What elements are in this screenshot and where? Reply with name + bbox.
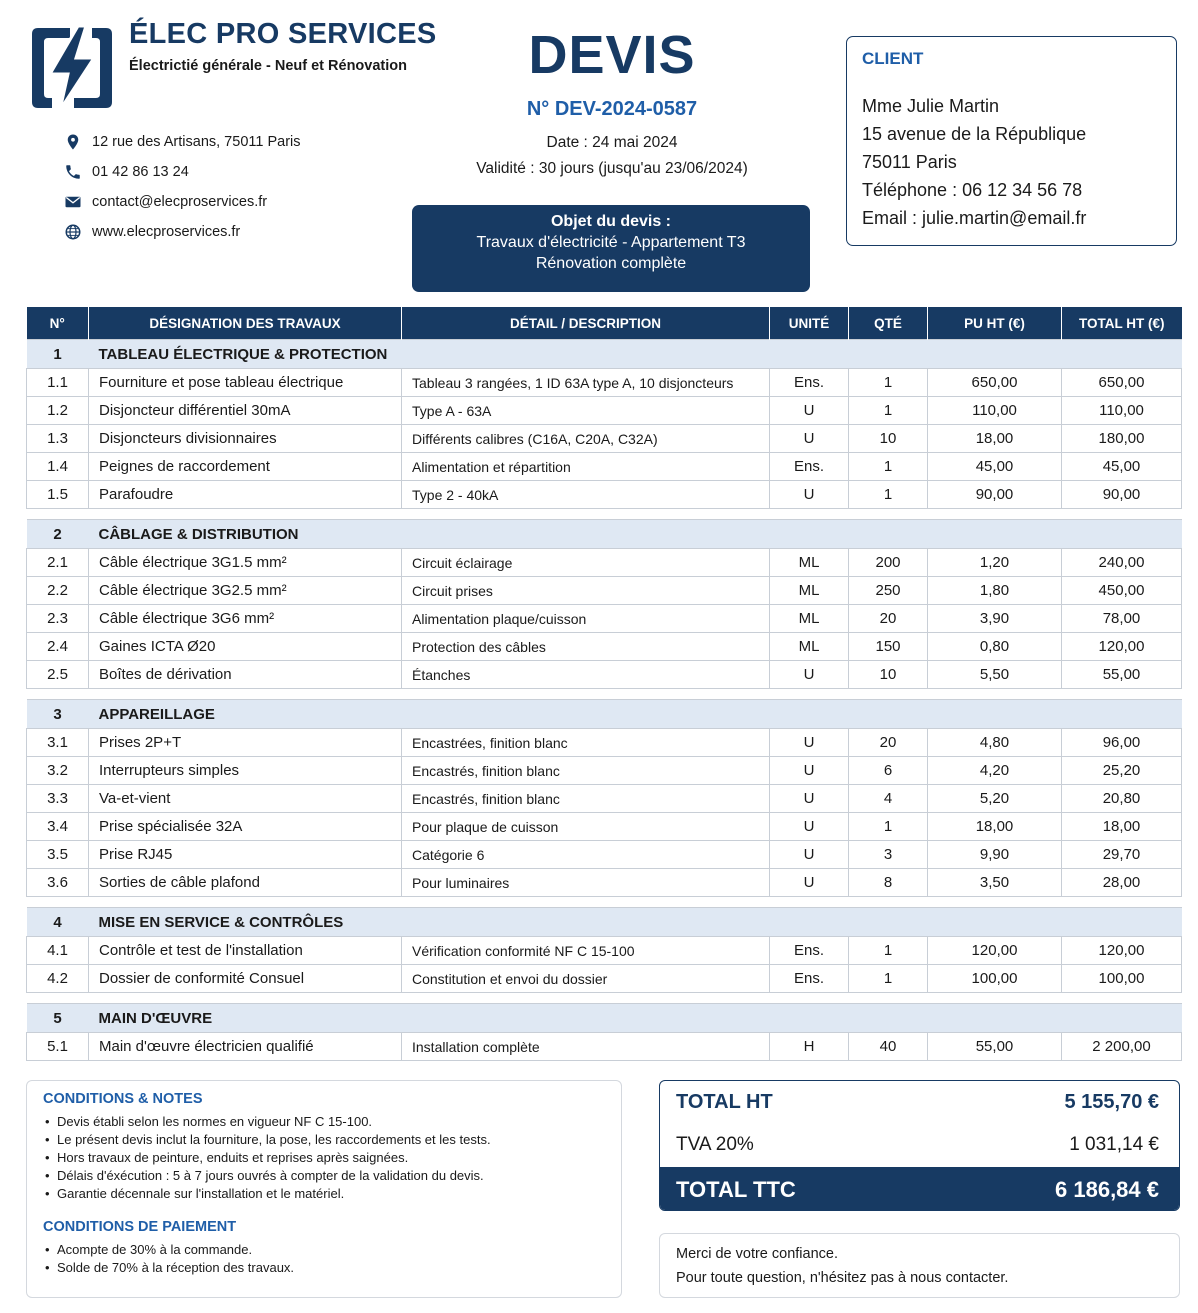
row-designation: Disjoncteurs divisionnaires bbox=[89, 425, 402, 453]
section-number: 4 bbox=[27, 908, 89, 937]
row-quantity: 1 bbox=[849, 481, 928, 509]
row-quantity: 200 bbox=[849, 549, 928, 577]
row-designation: Gaines ICTA Ø20 bbox=[89, 633, 402, 661]
document-date: Date : 24 mai 2024 bbox=[546, 134, 678, 151]
row-unit-price: 120,00 bbox=[928, 937, 1062, 965]
row-unit: ML bbox=[770, 549, 849, 577]
row-quantity: 10 bbox=[849, 425, 928, 453]
row-total: 55,00 bbox=[1062, 661, 1182, 689]
section-spacer bbox=[27, 993, 1182, 1004]
row-designation: Va-et-vient bbox=[89, 785, 402, 813]
row-quantity: 3 bbox=[849, 841, 928, 869]
row-unit: Ens. bbox=[770, 369, 849, 397]
company-logo bbox=[30, 24, 114, 112]
row-total: 110,00 bbox=[1062, 397, 1182, 425]
row-number: 3.5 bbox=[27, 841, 89, 869]
section-number: 1 bbox=[27, 340, 89, 369]
table-header-row bbox=[27, 307, 1182, 340]
row-total: 2 200,00 bbox=[1062, 1033, 1182, 1061]
section-header-row bbox=[27, 700, 1182, 729]
row-designation: Interrupteurs simples bbox=[89, 757, 402, 785]
row-unit-price: 1,80 bbox=[928, 577, 1062, 605]
total-ttc-value: 6 186,84 € bbox=[1055, 1176, 1159, 1202]
company-phone bbox=[62, 161, 189, 183]
conditions-notes-box bbox=[26, 1080, 622, 1298]
row-unit-price: 100,00 bbox=[928, 965, 1062, 993]
row-quantity: 40 bbox=[849, 1033, 928, 1061]
section-number: 2 bbox=[27, 520, 89, 549]
row-quantity: 4 bbox=[849, 785, 928, 813]
row-unit: ML bbox=[770, 577, 849, 605]
row-number: 1.2 bbox=[27, 397, 89, 425]
table-row bbox=[27, 841, 1182, 869]
row-unit: U bbox=[770, 729, 849, 757]
row-quantity: 150 bbox=[849, 633, 928, 661]
row-designation: Disjoncteur différentiel 30mA bbox=[89, 397, 402, 425]
row-number: 3.2 bbox=[27, 757, 89, 785]
row-detail: Constitution et envoi du dossier bbox=[402, 965, 770, 993]
col-header-total: TOTAL HT (€) bbox=[1062, 307, 1182, 340]
mail-icon bbox=[62, 191, 84, 213]
col-header-number: N° bbox=[27, 307, 89, 340]
row-designation: Câble électrique 3G6 mm² bbox=[89, 605, 402, 633]
globe-icon bbox=[62, 221, 84, 243]
row-unit: U bbox=[770, 425, 849, 453]
company-name: ÉLEC PRO SERVICES bbox=[129, 18, 437, 50]
section-number: 3 bbox=[27, 700, 89, 729]
notes-heading: CONDITIONS & NOTES bbox=[43, 1091, 203, 1107]
row-number: 2.5 bbox=[27, 661, 89, 689]
row-designation: Fourniture et pose tableau électrique bbox=[89, 369, 402, 397]
row-total: 650,00 bbox=[1062, 369, 1182, 397]
table-row bbox=[27, 813, 1182, 841]
row-unit-price: 0,80 bbox=[928, 633, 1062, 661]
client-box bbox=[846, 36, 1177, 246]
company-email bbox=[62, 191, 267, 213]
table-row bbox=[27, 397, 1182, 425]
row-unit-price: 5,20 bbox=[928, 785, 1062, 813]
row-detail: Encastrés, finition blanc bbox=[402, 785, 770, 813]
row-number: 5.1 bbox=[27, 1033, 89, 1061]
row-detail: Protection des câbles bbox=[402, 633, 770, 661]
col-header-detail: DÉTAIL / DESCRIPTION bbox=[402, 307, 770, 340]
row-total: 45,00 bbox=[1062, 453, 1182, 481]
note-item: • Le présent devis inclut la fourniture, la pose, les raccordements et les tests. bbox=[43, 1131, 621, 1149]
row-designation: Sorties de câble plafond bbox=[89, 869, 402, 897]
row-total: 120,00 bbox=[1062, 633, 1182, 661]
row-unit-price: 4,20 bbox=[928, 757, 1062, 785]
row-unit-price: 55,00 bbox=[928, 1033, 1062, 1061]
row-unit: ML bbox=[770, 605, 849, 633]
row-detail: Vérification conformité NF C 15-100 bbox=[402, 937, 770, 965]
row-total: 180,00 bbox=[1062, 425, 1182, 453]
company-tagline: Électrictié générale - Neuf et Rénovation bbox=[129, 58, 407, 74]
row-detail: Type A - 63A bbox=[402, 397, 770, 425]
thanks-line-1: Merci de votre confiance. bbox=[676, 1246, 838, 1262]
row-quantity: 1 bbox=[849, 813, 928, 841]
quote-object-box bbox=[412, 205, 810, 292]
row-unit-price: 18,00 bbox=[928, 425, 1062, 453]
row-number: 1.5 bbox=[27, 481, 89, 509]
payment-item: • Acompte de 30% à la commande. bbox=[43, 1241, 621, 1259]
row-quantity: 250 bbox=[849, 577, 928, 605]
row-unit: U bbox=[770, 661, 849, 689]
table-row bbox=[27, 605, 1182, 633]
col-header-unit: UNITÉ bbox=[770, 307, 849, 340]
table-row bbox=[27, 757, 1182, 785]
row-number: 2.1 bbox=[27, 549, 89, 577]
total-ttc-label: TOTAL TTC bbox=[676, 1176, 796, 1202]
company-website bbox=[62, 221, 240, 243]
row-detail: Différents calibres (C16A, C20A, C32A) bbox=[402, 425, 770, 453]
row-total: 20,80 bbox=[1062, 785, 1182, 813]
client-phone: Téléphone : 06 12 34 56 78 bbox=[862, 180, 1083, 200]
section-title: APPAREILLAGE bbox=[89, 700, 1182, 729]
table-row bbox=[27, 937, 1182, 965]
row-number: 1.4 bbox=[27, 453, 89, 481]
row-detail: Installation complète bbox=[402, 1033, 770, 1061]
row-designation: Câble électrique 3G1.5 mm² bbox=[89, 549, 402, 577]
row-designation: Câble électrique 3G2.5 mm² bbox=[89, 577, 402, 605]
thanks-box bbox=[659, 1233, 1180, 1298]
row-unit-price: 3,90 bbox=[928, 605, 1062, 633]
table-row bbox=[27, 425, 1182, 453]
client-name: Mme Julie Martin bbox=[862, 96, 1000, 116]
row-number: 4.1 bbox=[27, 937, 89, 965]
row-total: 78,00 bbox=[1062, 605, 1182, 633]
client-address-2: 75011 Paris bbox=[862, 152, 957, 172]
company-address-text: 12 rue des Artisans, 75011 Paris bbox=[92, 134, 301, 150]
row-quantity: 1 bbox=[849, 397, 928, 425]
quote-table bbox=[26, 307, 1182, 1061]
totals-box bbox=[659, 1080, 1180, 1211]
section-number: 5 bbox=[27, 1004, 89, 1033]
company-phone-text: 01 42 86 13 24 bbox=[92, 164, 189, 180]
phone-icon bbox=[62, 161, 84, 183]
row-total: 25,20 bbox=[1062, 757, 1182, 785]
row-total: 29,70 bbox=[1062, 841, 1182, 869]
row-unit-price: 18,00 bbox=[928, 813, 1062, 841]
company-website-text[interactable]: www.elecproservices.fr bbox=[92, 224, 241, 240]
row-number: 3.6 bbox=[27, 869, 89, 897]
row-designation: Dossier de conformité Consuel bbox=[89, 965, 402, 993]
row-number: 2.4 bbox=[27, 633, 89, 661]
table-row bbox=[27, 729, 1182, 757]
section-spacer-cell bbox=[27, 689, 1182, 700]
total-ht-value: 5 155,70 € bbox=[1064, 1090, 1159, 1113]
row-detail: Pour luminaires bbox=[402, 869, 770, 897]
document-validity: Validité : 30 jours (jusqu'au 23/06/2024) bbox=[476, 160, 748, 177]
row-unit: U bbox=[770, 481, 849, 509]
row-total: 240,00 bbox=[1062, 549, 1182, 577]
col-header-unit-price: PU HT (€) bbox=[928, 307, 1062, 340]
row-number: 3.1 bbox=[27, 729, 89, 757]
company-email-text[interactable]: contact@elecproservices.fr bbox=[92, 194, 268, 210]
row-detail: Circuit éclairage bbox=[402, 549, 770, 577]
location-pin-icon bbox=[62, 131, 84, 153]
row-unit: U bbox=[770, 869, 849, 897]
row-detail: Alimentation plaque/cuisson bbox=[402, 605, 770, 633]
row-unit: H bbox=[770, 1033, 849, 1061]
row-detail: Circuit prises bbox=[402, 577, 770, 605]
row-detail: Type 2 - 40kA bbox=[402, 481, 770, 509]
row-total: 90,00 bbox=[1062, 481, 1182, 509]
row-total: 100,00 bbox=[1062, 965, 1182, 993]
row-detail: Tableau 3 rangées, 1 ID 63A type A, 10 disjoncteurs bbox=[402, 369, 770, 397]
row-detail: Alimentation et répartition bbox=[402, 453, 770, 481]
row-designation: Contrôle et test de l'installation bbox=[89, 937, 402, 965]
tva-label: TVA 20% bbox=[676, 1134, 754, 1155]
row-quantity: 10 bbox=[849, 661, 928, 689]
row-unit: U bbox=[770, 397, 849, 425]
table-row bbox=[27, 549, 1182, 577]
table-row bbox=[27, 661, 1182, 689]
row-unit: U bbox=[770, 757, 849, 785]
row-unit: U bbox=[770, 813, 849, 841]
client-address-1: 15 avenue de la République bbox=[862, 124, 1087, 144]
quote-object-line-1: Travaux d'électricité - Appartement T3 bbox=[476, 234, 746, 251]
row-detail: Encastrés, finition blanc bbox=[402, 757, 770, 785]
table-body bbox=[27, 340, 1182, 1061]
table-row bbox=[27, 965, 1182, 993]
section-header-row bbox=[27, 520, 1182, 549]
row-number: 2.2 bbox=[27, 577, 89, 605]
payment-heading: CONDITIONS DE PAIEMENT bbox=[43, 1219, 237, 1235]
row-number: 1.1 bbox=[27, 369, 89, 397]
table-row bbox=[27, 369, 1182, 397]
row-total: 96,00 bbox=[1062, 729, 1182, 757]
col-header-quantity: QTÉ bbox=[849, 307, 928, 340]
row-designation: Main d'œuvre électricien qualifié bbox=[89, 1033, 402, 1061]
row-unit-price: 5,50 bbox=[928, 661, 1062, 689]
row-designation: Boîtes de dérivation bbox=[89, 661, 402, 689]
thanks-line-2: Pour toute question, n'hésitez pas à nous contacter. bbox=[676, 1270, 1009, 1286]
row-number: 2.3 bbox=[27, 605, 89, 633]
row-unit: Ens. bbox=[770, 937, 849, 965]
note-item: • Délais d'éxécution : 5 à 7 jours ouvrés à compter de la validation du devis. bbox=[43, 1167, 621, 1185]
section-spacer bbox=[27, 689, 1182, 700]
section-header-row bbox=[27, 340, 1182, 369]
row-designation: Prise spécialisée 32A bbox=[89, 813, 402, 841]
row-unit: U bbox=[770, 841, 849, 869]
row-total: 450,00 bbox=[1062, 577, 1182, 605]
table-row bbox=[27, 785, 1182, 813]
row-quantity: 1 bbox=[849, 965, 928, 993]
table-row bbox=[27, 577, 1182, 605]
table-row bbox=[27, 869, 1182, 897]
row-unit-price: 90,00 bbox=[928, 481, 1062, 509]
section-title: MAIN D'ŒUVRE bbox=[89, 1004, 1182, 1033]
tva-value: 1 031,14 € bbox=[1069, 1134, 1159, 1155]
row-total: 28,00 bbox=[1062, 869, 1182, 897]
table-row bbox=[27, 481, 1182, 509]
row-unit-price: 3,50 bbox=[928, 869, 1062, 897]
note-item: • Garantie décennale sur l'installation et le matériel. bbox=[43, 1185, 621, 1203]
note-item: • Hors travaux de peinture, enduits et reprises après saignées. bbox=[43, 1149, 621, 1167]
section-title: TABLEAU ÉLECTRIQUE & PROTECTION bbox=[89, 340, 1182, 369]
row-number: 4.2 bbox=[27, 965, 89, 993]
row-unit-price: 9,90 bbox=[928, 841, 1062, 869]
row-quantity: 20 bbox=[849, 605, 928, 633]
payment-list bbox=[43, 1241, 621, 1277]
section-spacer-cell bbox=[27, 993, 1182, 1004]
row-designation: Prises 2P+T bbox=[89, 729, 402, 757]
row-total: 18,00 bbox=[1062, 813, 1182, 841]
note-item: • Devis établi selon les normes en vigueur NF C 15-100. bbox=[43, 1113, 621, 1131]
section-title: MISE EN SERVICE & CONTRÔLES bbox=[89, 908, 1182, 937]
company-address bbox=[62, 131, 301, 153]
client-heading: CLIENT bbox=[862, 49, 924, 68]
row-unit-price: 650,00 bbox=[928, 369, 1062, 397]
row-designation: Peignes de raccordement bbox=[89, 453, 402, 481]
total-ttc-row bbox=[660, 1167, 1179, 1211]
row-quantity: 20 bbox=[849, 729, 928, 757]
section-header-row bbox=[27, 1004, 1182, 1033]
row-detail: Catégorie 6 bbox=[402, 841, 770, 869]
section-header-row bbox=[27, 908, 1182, 937]
quote-object-title: Objet du devis : bbox=[550, 213, 671, 230]
row-number: 3.4 bbox=[27, 813, 89, 841]
row-quantity: 8 bbox=[849, 869, 928, 897]
lightning-logo-icon bbox=[30, 24, 114, 112]
section-spacer-cell bbox=[27, 897, 1182, 908]
section-spacer bbox=[27, 509, 1182, 520]
row-quantity: 6 bbox=[849, 757, 928, 785]
row-unit: Ens. bbox=[770, 453, 849, 481]
row-unit: U bbox=[770, 785, 849, 813]
payment-item: • Solde de 70% à la réception des travaux. bbox=[43, 1259, 621, 1277]
table-row bbox=[27, 1033, 1182, 1061]
client-email: Email : julie.martin@email.fr bbox=[862, 208, 1087, 228]
document-title: DEVIS bbox=[528, 25, 696, 85]
notes-list bbox=[43, 1113, 621, 1203]
row-total: 120,00 bbox=[1062, 937, 1182, 965]
row-number: 1.3 bbox=[27, 425, 89, 453]
table-row bbox=[27, 633, 1182, 661]
row-quantity: 1 bbox=[849, 453, 928, 481]
total-ht-label: TOTAL HT bbox=[676, 1090, 773, 1113]
row-quantity: 1 bbox=[849, 937, 928, 965]
total-ht-row bbox=[660, 1081, 1179, 1123]
row-unit: Ens. bbox=[770, 965, 849, 993]
row-quantity: 1 bbox=[849, 369, 928, 397]
tva-row bbox=[660, 1123, 1179, 1167]
row-number: 3.3 bbox=[27, 785, 89, 813]
section-spacer bbox=[27, 897, 1182, 908]
row-designation: Prise RJ45 bbox=[89, 841, 402, 869]
row-unit-price: 4,80 bbox=[928, 729, 1062, 757]
row-designation: Parafoudre bbox=[89, 481, 402, 509]
row-unit-price: 1,20 bbox=[928, 549, 1062, 577]
row-unit-price: 110,00 bbox=[928, 397, 1062, 425]
document-number: N° DEV-2024-0587 bbox=[526, 98, 698, 120]
row-detail: Étanches bbox=[402, 661, 770, 689]
row-unit: ML bbox=[770, 633, 849, 661]
table-row bbox=[27, 453, 1182, 481]
section-title: CÂBLAGE & DISTRIBUTION bbox=[89, 520, 1182, 549]
quote-object-line-2: Rénovation complète bbox=[535, 255, 687, 272]
col-header-designation: DÉSIGNATION DES TRAVAUX bbox=[89, 307, 402, 340]
row-detail: Pour plaque de cuisson bbox=[402, 813, 770, 841]
row-detail: Encastrées, finition blanc bbox=[402, 729, 770, 757]
section-spacer-cell bbox=[27, 509, 1182, 520]
row-unit-price: 45,00 bbox=[928, 453, 1062, 481]
